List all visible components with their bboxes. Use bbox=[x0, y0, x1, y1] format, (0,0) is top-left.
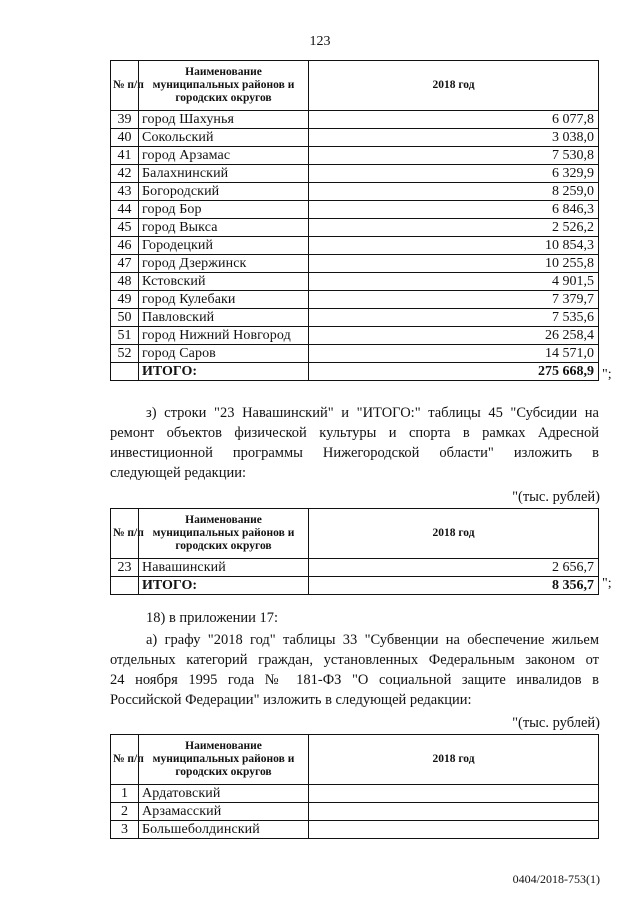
row-name: город Кулебаки bbox=[139, 291, 309, 309]
table-header-row bbox=[111, 509, 599, 559]
row-value: 7 379,7 bbox=[309, 291, 599, 309]
table-row bbox=[111, 183, 599, 201]
table1-closing-quote: "; bbox=[602, 367, 612, 382]
total-row bbox=[111, 363, 599, 381]
row-value: 14 571,0 bbox=[309, 345, 599, 363]
row-value: 7 535,6 bbox=[309, 309, 599, 327]
row-number: 3 bbox=[111, 821, 139, 839]
row-number: 52 bbox=[111, 345, 139, 363]
table-row bbox=[111, 327, 599, 345]
row-number: 41 bbox=[111, 147, 139, 165]
table2-closing-quote: "; bbox=[602, 576, 612, 591]
amendment-paragraph-z bbox=[110, 403, 599, 483]
units-label-1: "(тыс. рублей) bbox=[512, 489, 600, 505]
row-name: Большеболдинский bbox=[139, 821, 309, 839]
row-number: 47 bbox=[111, 255, 139, 273]
row-name: Кстовский bbox=[139, 273, 309, 291]
row-number: 48 bbox=[111, 273, 139, 291]
document-code: 0404/2018-753(1) bbox=[512, 872, 600, 886]
total-empty-cell bbox=[111, 363, 139, 381]
total-row bbox=[111, 577, 599, 595]
table-row bbox=[111, 309, 599, 327]
total-empty-cell bbox=[111, 577, 139, 595]
table-row bbox=[111, 147, 599, 165]
header-name: Наименование муниципальных районов и городских округов bbox=[139, 61, 309, 111]
row-value: 4 901,5 bbox=[309, 273, 599, 291]
row-name: город Шахунья bbox=[139, 111, 309, 129]
table-row bbox=[111, 273, 599, 291]
sports-subsidy-table-rows bbox=[110, 508, 599, 595]
row-value: 8 259,0 bbox=[309, 183, 599, 201]
header-year: 2018 год bbox=[309, 735, 599, 785]
row-value bbox=[309, 803, 599, 821]
row-name: Навашинский bbox=[139, 559, 309, 577]
table-row bbox=[111, 111, 599, 129]
row-value: 10 255,8 bbox=[309, 255, 599, 273]
table-row bbox=[111, 219, 599, 237]
table-row bbox=[111, 129, 599, 147]
paragraph-line: а) графу "2018 год" таблицы 33 "Субвенции на обеспечение жильем bbox=[146, 632, 599, 648]
header-number: № п/п bbox=[111, 735, 139, 785]
row-name: Сокольский bbox=[139, 129, 309, 147]
amendment-paragraph-a bbox=[110, 630, 599, 710]
table-row bbox=[111, 559, 599, 577]
row-value: 6 846,3 bbox=[309, 201, 599, 219]
total-value: 275 668,9 bbox=[309, 363, 599, 381]
row-name: город Бор bbox=[139, 201, 309, 219]
row-value: 2 526,2 bbox=[309, 219, 599, 237]
subsidy-table-continuation bbox=[110, 60, 599, 381]
total-label: ИТОГО: bbox=[139, 577, 309, 595]
table-header-row bbox=[111, 735, 599, 785]
table-row bbox=[111, 237, 599, 255]
table-header-row bbox=[111, 61, 599, 111]
row-number: 50 bbox=[111, 309, 139, 327]
row-number: 46 bbox=[111, 237, 139, 255]
row-number: 42 bbox=[111, 165, 139, 183]
page-number: 123 bbox=[309, 34, 331, 49]
housing-subvention-table bbox=[110, 734, 599, 839]
paragraph-line: з) строки "23 Навашинский" и "ИТОГО:" таблицы 45 "Субсидии на bbox=[146, 405, 599, 421]
row-number: 39 bbox=[111, 111, 139, 129]
row-name: Ардатовский bbox=[139, 785, 309, 803]
row-name: город Саров bbox=[139, 345, 309, 363]
header-number: № п/п bbox=[111, 509, 139, 559]
row-number: 1 bbox=[111, 785, 139, 803]
table-row bbox=[111, 291, 599, 309]
table-row bbox=[111, 255, 599, 273]
header-name: Наименование муниципальных районов и городских округов bbox=[139, 735, 309, 785]
row-name: город Выкса bbox=[139, 219, 309, 237]
row-number: 43 bbox=[111, 183, 139, 201]
header-year: 2018 год bbox=[309, 509, 599, 559]
row-name: Арзамасский bbox=[139, 803, 309, 821]
row-value bbox=[309, 821, 599, 839]
paragraph-line: 24 ноября 1995 года № 181-ФЗ "О социальной защите инвалидов в bbox=[110, 672, 599, 688]
paragraph-line: Российской Федерации" изложить в следующей редакции: bbox=[110, 692, 472, 708]
table-row bbox=[111, 785, 599, 803]
header-name: Наименование муниципальных районов и городских округов bbox=[139, 509, 309, 559]
row-value: 6 077,8 bbox=[309, 111, 599, 129]
table-row bbox=[111, 345, 599, 363]
row-value: 2 656,7 bbox=[309, 559, 599, 577]
header-year: 2018 год bbox=[309, 61, 599, 111]
total-value: 8 356,7 bbox=[309, 577, 599, 595]
paragraph-line: инвестиционной программы Нижегородской области" изложить в bbox=[110, 445, 599, 461]
table-row bbox=[111, 821, 599, 839]
row-name: Богородский bbox=[139, 183, 309, 201]
row-number: 49 bbox=[111, 291, 139, 309]
row-value: 6 329,9 bbox=[309, 165, 599, 183]
row-name: Городецкий bbox=[139, 237, 309, 255]
row-number: 51 bbox=[111, 327, 139, 345]
total-label: ИТОГО: bbox=[139, 363, 309, 381]
row-number: 44 bbox=[111, 201, 139, 219]
units-label-2: "(тыс. рублей) bbox=[512, 715, 600, 731]
paragraph-line: ремонт объектов физической культуры и спорта в рамках Адресной bbox=[110, 425, 599, 441]
table-row bbox=[111, 803, 599, 821]
row-name: город Арзамас bbox=[139, 147, 309, 165]
row-name: город Дзержинск bbox=[139, 255, 309, 273]
row-value: 10 854,3 bbox=[309, 237, 599, 255]
row-name: Павловский bbox=[139, 309, 309, 327]
row-value: 3 038,0 bbox=[309, 129, 599, 147]
row-number: 23 bbox=[111, 559, 139, 577]
row-number: 40 bbox=[111, 129, 139, 147]
row-number: 2 bbox=[111, 803, 139, 821]
row-value: 26 258,4 bbox=[309, 327, 599, 345]
appendix-17-heading bbox=[146, 608, 606, 628]
table-row bbox=[111, 201, 599, 219]
paragraph-line: следующей редакции: bbox=[110, 465, 247, 481]
header-number: № п/п bbox=[111, 61, 139, 111]
row-value bbox=[309, 785, 599, 803]
paragraph-line: отдельных категорий граждан, установленных Федеральным законом от bbox=[110, 652, 599, 668]
row-name: город Нижний Новгород bbox=[139, 327, 309, 345]
table-row bbox=[111, 165, 599, 183]
appendix-17-text: 18) в приложении 17: bbox=[146, 610, 279, 626]
row-number: 45 bbox=[111, 219, 139, 237]
row-name: Балахнинский bbox=[139, 165, 309, 183]
row-value: 7 530,8 bbox=[309, 147, 599, 165]
